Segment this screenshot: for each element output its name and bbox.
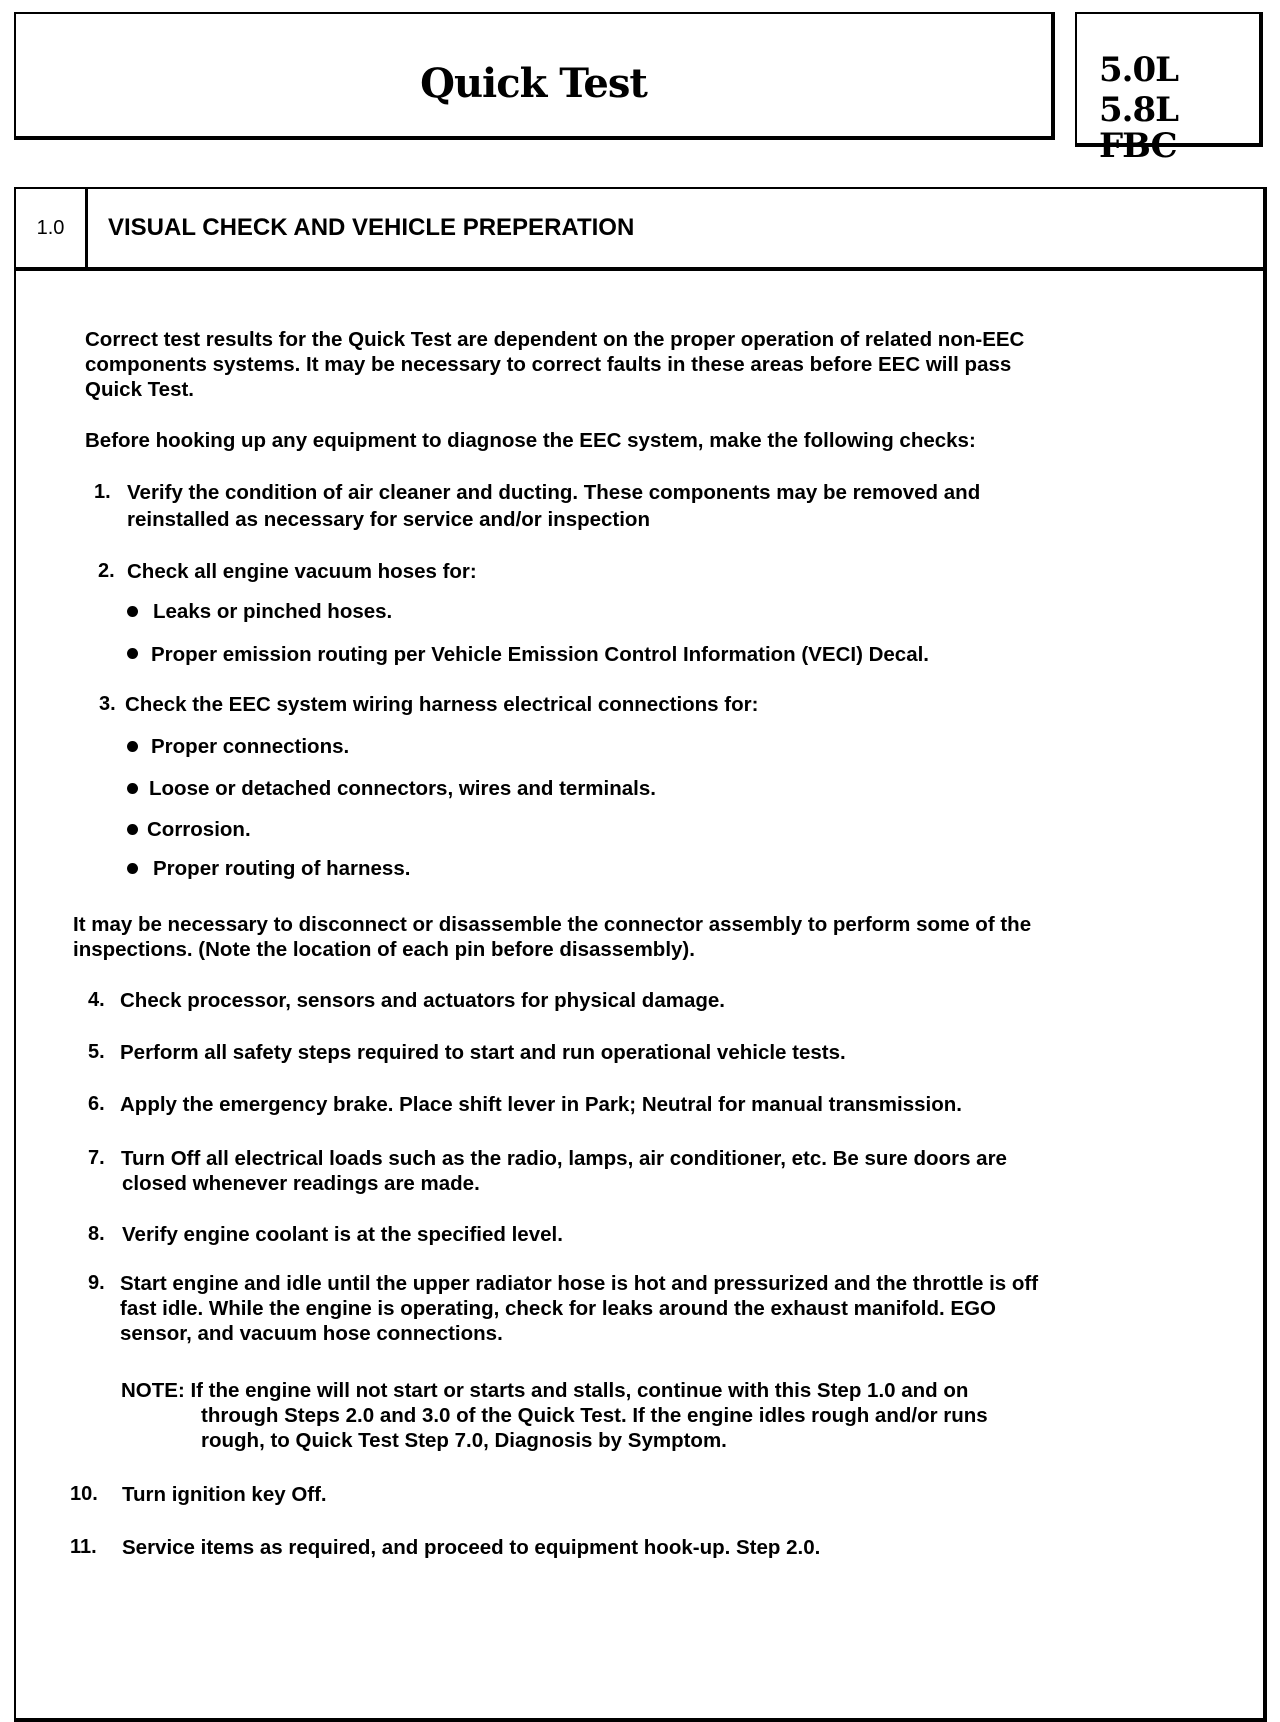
- step-number: 3.: [99, 693, 116, 715]
- bullet-icon: [127, 648, 138, 659]
- bullet-text: Leaks or pinched hoses.: [153, 600, 393, 623]
- bullet-text: Proper connections.: [151, 735, 350, 758]
- step-text: Turn ignition key Off.: [122, 1483, 327, 1506]
- bullet-icon: [127, 863, 138, 874]
- intro-checks: Before hooking up any equipment to diagnose the EEC system, make the following checks:: [85, 429, 976, 452]
- engine-label-1: 5.0L: [1099, 50, 1179, 90]
- bullet-icon: [127, 824, 138, 835]
- step-text: Start engine and idle until the upper radiator hose is hot and pressurized and the throttle is off: [120, 1272, 1039, 1295]
- step-text: Verify the condition of air cleaner and ducting. These components may be removed and: [127, 481, 981, 504]
- step-number: 9.: [88, 1272, 105, 1294]
- step-number: 4.: [88, 989, 105, 1011]
- step-text: Check processor, sensors and actuators for physical damage.: [120, 989, 725, 1012]
- page-title: Quick Test: [420, 60, 647, 107]
- bullet-icon: [127, 783, 138, 794]
- step-text: closed whenever readings are made.: [122, 1172, 480, 1195]
- engine-label-box: [1075, 12, 1263, 166]
- step-text: Turn Off all electrical loads such as the radio, lamps, air conditioner, etc. Be sure doors are: [121, 1147, 1007, 1170]
- step-number: 6.: [88, 1093, 105, 1115]
- step-text: Verify engine coolant is at the specified level.: [122, 1223, 563, 1246]
- step-number: 7.: [88, 1147, 105, 1169]
- note-text: rough, to Quick Test Step 7.0, Diagnosis by Symptom.: [201, 1429, 727, 1452]
- bullet-text: Proper routing of harness.: [153, 857, 411, 880]
- title-box: [14, 12, 1055, 140]
- section-number: 1.0: [16, 189, 88, 267]
- bullet-icon: [127, 606, 138, 617]
- section-header: [16, 189, 1263, 271]
- disassembly-note: inspections. (Note the location of each pin before disassembly).: [73, 938, 695, 961]
- step-number: 5.: [88, 1041, 105, 1063]
- intro-line: Quick Test.: [85, 378, 194, 401]
- step-text: Service items as required, and proceed to equipment hook-up. Step 2.0.: [122, 1536, 821, 1559]
- engine-label-2: 5.8L FBC: [1099, 90, 1179, 166]
- note-text: through Steps 2.0 and 3.0 of the Quick Test. If the engine idles rough and/or runs: [201, 1404, 988, 1427]
- bullet-text: Loose or detached connectors, wires and terminals.: [149, 777, 656, 800]
- step-text: sensor, and vacuum hose connections.: [120, 1322, 503, 1345]
- bullet-icon: [127, 741, 138, 752]
- bullet-text: Proper emission routing per Vehicle Emission Control Information (VECI) Decal.: [151, 643, 929, 666]
- section-title: VISUAL CHECK AND VEHICLE PREPERATION: [108, 214, 635, 241]
- step-number: 10.: [70, 1483, 98, 1505]
- bullet-text: Corrosion.: [147, 818, 251, 841]
- step-text: Check the EEC system wiring harness electrical connections for:: [125, 693, 759, 716]
- step-number: 8.: [88, 1223, 105, 1245]
- disassembly-note: It may be necessary to disconnect or disassemble the connector assembly to perform some of the: [73, 913, 1032, 936]
- step-text: Perform all safety steps required to start and run operational vehicle tests.: [120, 1041, 846, 1064]
- step-text: fast idle. While the engine is operating, check for leaks around the exhaust manifold. EGO: [120, 1297, 996, 1320]
- step-text: Check all engine vacuum hoses for:: [127, 560, 477, 583]
- intro-line: components systems. It may be necessary to correct faults in these areas before EEC will pass: [85, 353, 1012, 376]
- step-text: Apply the emergency brake. Place shift lever in Park; Neutral for manual transmission.: [120, 1093, 962, 1116]
- step-number: 11.: [70, 1536, 97, 1558]
- step-number: 1.: [94, 481, 111, 503]
- note-text: NOTE: If the engine will not start or starts and stalls, continue with this Step 1.0 and on: [121, 1379, 969, 1402]
- intro-line: Correct test results for the Quick Test are dependent on the proper operation of related non-EEC: [85, 328, 1025, 351]
- step-text: reinstalled as necessary for service and/or inspection: [127, 508, 650, 531]
- step-number: 2.: [98, 560, 115, 582]
